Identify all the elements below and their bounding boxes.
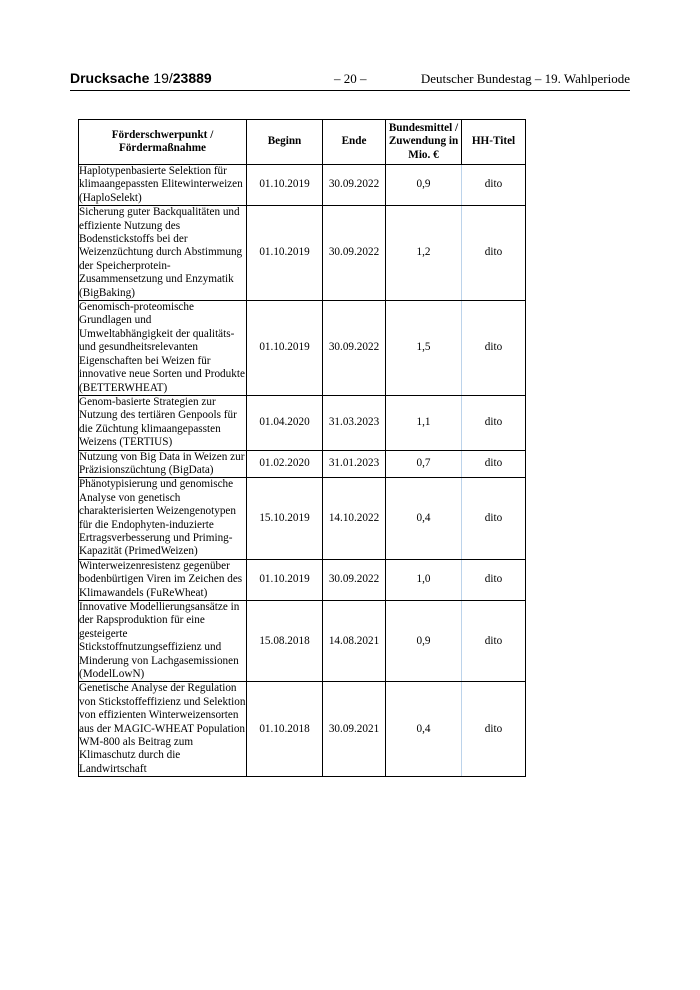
amount-cell: 1,5 — [386, 301, 462, 396]
amount-cell: 0,9 — [386, 601, 462, 682]
table-row — [79, 559, 526, 600]
document-reference — [70, 70, 212, 86]
title-cell: dito — [462, 165, 526, 206]
column-header-amount: Bundesmittel / Zuwendung in Mio. € — [386, 120, 462, 165]
end-cell: 30.09.2021 — [323, 682, 386, 777]
title-cell: dito — [462, 601, 526, 682]
measure-cell: Phänotypisierung und genomische Analyse von genetisch charakterisierten Weizengenotypen für die Endophyten-induzierte Ertragsverbesserung und Priming-Kapazität (PrimedWeizen) — [79, 478, 247, 559]
measure-cell: Genetische Analyse der Regulation von Stickstoffeffizienz und Selektion von effizienten Winterweizensorten aus der MAGIC-WHEAT Population WM-800 als Beitrag zum Klimaschutz durch die Landwirtschaft — [79, 682, 246, 775]
amount-cell: 0,4 — [386, 682, 462, 777]
begin-cell: 01.10.2019 — [247, 301, 323, 396]
title-cell: dito — [462, 559, 526, 600]
title-cell: dito — [462, 395, 526, 450]
measure-cell: Sicherung guter Backqualitäten und effiziente Nutzung des Bodenstickstoffs bei der Weizenzüchtung durch Abstimmung der Speicherprotein-Zusammensetzung und Enzymatik (BigBaking) — [79, 206, 247, 301]
column-header-measure: Förderschwerpunkt / Fördermaßnahme — [79, 120, 247, 165]
begin-cell: 15.10.2019 — [247, 478, 323, 559]
page-number: – 20 – — [334, 71, 367, 86]
end-cell: 14.08.2021 — [323, 601, 386, 682]
funding-table — [78, 119, 526, 777]
end-cell: 14.10.2022 — [323, 478, 386, 559]
page-header — [70, 70, 630, 91]
amount-cell: 0,9 — [386, 165, 462, 206]
end-cell: 30.09.2022 — [323, 559, 386, 600]
institution-label: Deutscher Bundestag – 19. Wahlperiode — [420, 71, 630, 86]
begin-cell: 01.02.2020 — [247, 450, 323, 478]
document-label: Drucksache — [70, 70, 150, 86]
amount-cell: 1,2 — [386, 206, 462, 301]
end-cell: 31.01.2023 — [323, 450, 386, 478]
column-header-end: Ende — [323, 120, 386, 165]
measure-cell: Nutzung von Big Data in Weizen zur Präzisionszüchtung (BigData) — [79, 450, 247, 478]
table-row — [79, 301, 526, 396]
begin-cell: 01.10.2019 — [247, 206, 323, 301]
measure-cell: Innovative Modellierungsansätze in der Rapsproduktion für eine gesteigerte Stickstoffnutzungseffizienz und Minderung von Lachgasemissionen (ModelLowN) — [79, 601, 247, 682]
begin-cell: 01.10.2019 — [247, 559, 323, 600]
measure-cell: Genomisch-proteomische Grundlagen und Umweltabhängigkeit der qualitäts- und gesundheitsrelevanten Eigenschaften bei Weizen für innovative neue Sorten und Produkte (BETTERWHEAT) — [79, 301, 245, 394]
end-cell: 31.03.2023 — [323, 395, 386, 450]
column-header-title: HH-Titel — [462, 120, 526, 165]
table-header-row — [79, 120, 526, 165]
title-cell: dito — [462, 450, 526, 478]
begin-cell: 01.04.2020 — [247, 395, 323, 450]
amount-cell: 0,7 — [386, 450, 462, 478]
table-row — [79, 478, 526, 559]
title-cell: dito — [462, 682, 526, 777]
title-cell: dito — [462, 478, 526, 559]
end-cell: 30.09.2022 — [323, 206, 386, 301]
amount-cell: 1,1 — [386, 395, 462, 450]
measure-cell: Genom-basierte Strategien zur Nutzung des tertiären Genpools für die Züchtung klimaangepassten Weizens (TERTIUS) — [79, 395, 247, 450]
measure-cell: Winterweizenresistenz gegenüber bodenbürtigen Viren im Zeichen des Klimawandels (FuReWheat) — [79, 559, 247, 600]
measure-cell: Haplotypenbasierte Selektion für klimaangepassten Elitewinterweizen (HaploSelekt) — [79, 165, 247, 206]
begin-cell: 01.10.2018 — [247, 682, 323, 777]
table-row — [79, 206, 526, 301]
document-number: 23889 — [172, 70, 212, 86]
amount-cell: 1,0 — [386, 559, 462, 600]
column-header-begin: Beginn — [247, 120, 323, 165]
document-number-prefix: 19/ — [153, 70, 173, 86]
title-cell: dito — [462, 301, 526, 396]
table-row — [79, 165, 526, 206]
table-row — [79, 682, 526, 777]
table-row — [79, 395, 526, 450]
table-row — [79, 601, 526, 682]
begin-cell: 01.10.2019 — [247, 165, 323, 206]
end-cell: 30.09.2022 — [323, 301, 386, 396]
amount-cell: 0,4 — [386, 478, 462, 559]
end-cell: 30.09.2022 — [323, 165, 386, 206]
table-row — [79, 450, 526, 478]
begin-cell: 15.08.2018 — [247, 601, 323, 682]
title-cell: dito — [462, 206, 526, 301]
